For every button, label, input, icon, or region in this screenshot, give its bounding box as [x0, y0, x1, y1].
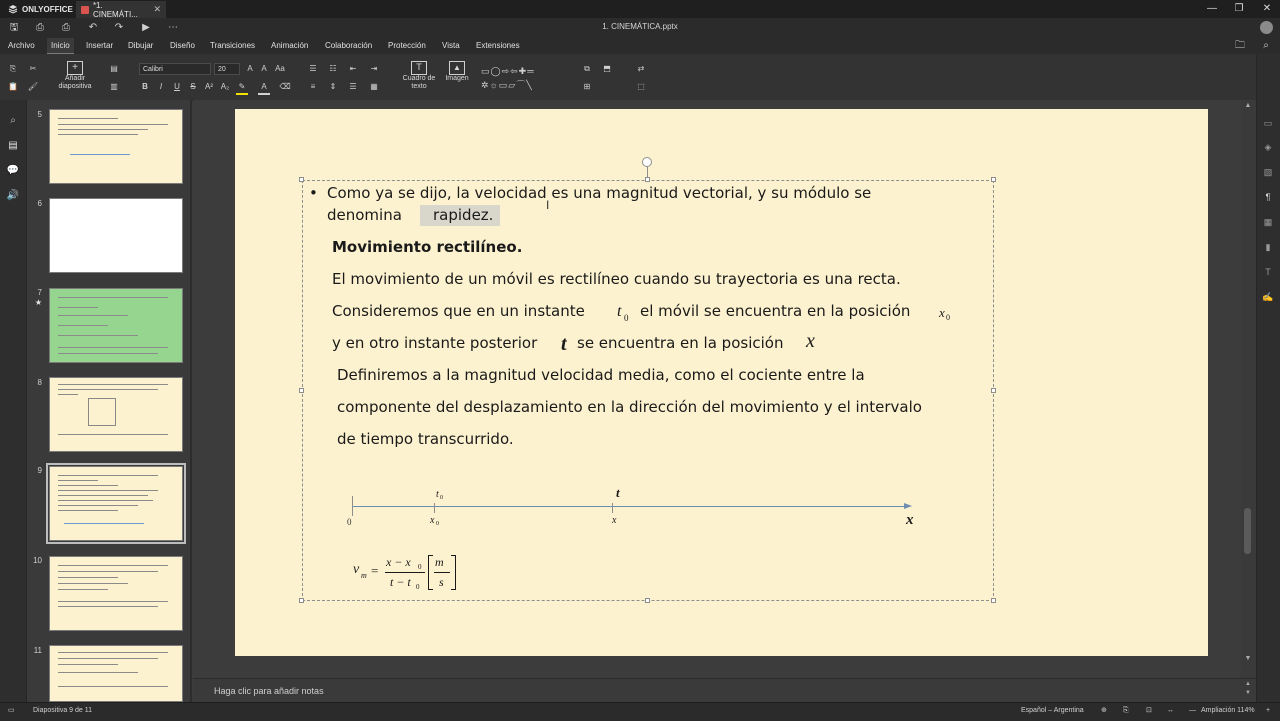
- slides-icon[interactable]: ▤: [8, 140, 18, 151]
- resize-handle[interactable]: [299, 388, 304, 393]
- scroll-up-icon[interactable]: ▲: [1244, 102, 1252, 109]
- paragraph-5: componente del desplazamiento en la dirección del movimiento y el intervalo: [337, 398, 922, 416]
- shape-settings-icon[interactable]: ◈: [1264, 142, 1272, 152]
- position-axis: [352, 506, 906, 507]
- app-name: ONLYOFFICE: [22, 4, 73, 14]
- language-select[interactable]: Español – Argentina: [1021, 707, 1084, 714]
- symbol-sub-0: 0: [946, 313, 950, 322]
- bullets-icon[interactable]: ☰: [309, 64, 317, 73]
- heading: Movimiento rectilíneo.: [332, 238, 523, 256]
- animation-star-icon: ★: [34, 298, 42, 307]
- paragraph-2b: el móvil se encuentra en la posición: [640, 302, 911, 320]
- fraction-line: [385, 572, 425, 573]
- axis-arrowhead: [904, 503, 912, 509]
- slide-line-1: Como ya se dijo, la velocidad es una magnitud vectorial, y su módulo se: [327, 184, 872, 202]
- document-tab[interactable]: [76, 1, 166, 18]
- onlyoffice-logo-icon: [8, 4, 18, 14]
- slide-number: 8: [37, 378, 42, 387]
- formula-sub-m: m: [361, 571, 367, 580]
- bold-icon[interactable]: B: [142, 82, 148, 91]
- text-box-label-2: texto: [411, 83, 427, 90]
- symbol-t: t: [561, 333, 567, 355]
- layout-icon[interactable]: ▤: [110, 64, 118, 73]
- symbol-t: t: [617, 303, 622, 320]
- text-art-settings-icon[interactable]: T: [1265, 267, 1271, 277]
- menu-transiciones[interactable]: Transiciones: [210, 41, 256, 50]
- left-bracket: [428, 555, 433, 590]
- strikethrough-icon[interactable]: S: [190, 82, 196, 91]
- zoom-out-icon[interactable]: —: [1189, 707, 1196, 714]
- spellcheck-icon[interactable]: ⊕: [1101, 707, 1107, 714]
- formula-v: v: [353, 562, 360, 577]
- decrease-indent-icon[interactable]: ⇤: [349, 64, 357, 73]
- slide-thumbnail-11[interactable]: [49, 645, 183, 702]
- axis-tick: [434, 503, 435, 513]
- signature-settings-icon[interactable]: ✍: [1262, 292, 1274, 302]
- fit-slide-icon[interactable]: ⊡: [1146, 707, 1152, 714]
- paragraph-1: El movimiento de un móvil es rectilíneo cuando su trayectoria es una recta.: [332, 270, 901, 288]
- unit-fraction-line: [434, 572, 450, 573]
- image-settings-icon[interactable]: ▧: [1263, 167, 1273, 177]
- slide-thumbnail-7[interactable]: [49, 288, 183, 363]
- chart-settings-icon[interactable]: ▮: [1265, 242, 1271, 252]
- font-size-select[interactable]: [214, 63, 240, 75]
- replace-icon[interactable]: ⇄: [637, 64, 645, 73]
- format-painter-icon[interactable]: 🖌: [27, 82, 39, 91]
- status-bar: [0, 702, 1280, 721]
- menu-inicio[interactable]: Inicio: [47, 38, 74, 54]
- fill-icon[interactable]: ⬒: [603, 64, 611, 73]
- superscript-icon[interactable]: A²: [205, 82, 213, 91]
- slide-line-2a: denomina: [327, 206, 402, 224]
- notes-scroll-icon[interactable]: ▲ ▼: [1245, 681, 1251, 696]
- right-bracket: [451, 555, 456, 590]
- menu-proteccion[interactable]: Protección: [388, 41, 426, 50]
- image-button[interactable]: [442, 61, 472, 97]
- thumbnail-image: [88, 398, 116, 426]
- highlight-icon[interactable]: ✎: [236, 81, 248, 95]
- axis-t0-label: t: [436, 489, 439, 500]
- add-slide-label-2: diapositiva: [58, 83, 92, 90]
- axis-tick: [612, 503, 613, 513]
- resize-handle[interactable]: [991, 388, 996, 393]
- slide-number: 6: [37, 199, 42, 208]
- redo-icon[interactable]: ↷: [114, 22, 124, 33]
- resize-handle[interactable]: [299, 598, 304, 603]
- paragraph-3a: y en otro instante posterior: [332, 334, 538, 352]
- axis-t-label: t: [616, 485, 620, 500]
- select-all-icon[interactable]: ⬚: [637, 82, 645, 91]
- line-spacing-icon[interactable]: ☰: [349, 82, 357, 91]
- slide-number: 5: [37, 110, 42, 119]
- slide-line-2b: rapidez.: [433, 206, 494, 224]
- user-avatar[interactable]: [1260, 21, 1273, 34]
- paragraph-6: de tiempo transcurrido.: [337, 430, 514, 448]
- paste-icon[interactable]: 📋: [8, 82, 18, 91]
- add-slide-icon: +: [67, 61, 83, 75]
- slide-thumbnail-10[interactable]: [49, 556, 183, 631]
- slide-thumbnail-8[interactable]: [49, 377, 183, 452]
- underline-icon[interactable]: U: [174, 82, 180, 91]
- search-icon[interactable]: ⌕: [1263, 40, 1269, 51]
- title-bar: [0, 0, 1280, 18]
- paragraph-4: Definiremos a la magnitud velocidad media, como el cociente entre la: [337, 366, 865, 384]
- axis-x-label: x: [612, 515, 617, 526]
- increase-indent-icon[interactable]: ⇥: [370, 64, 378, 73]
- text-box-button[interactable]: [400, 61, 438, 97]
- align-icon[interactable]: ≡: [310, 82, 316, 91]
- formula-equals: =: [371, 563, 379, 578]
- menu-dibujar[interactable]: Dibujar: [128, 41, 154, 50]
- slide-thumbnail-5[interactable]: [49, 109, 183, 184]
- slide-settings-icon[interactable]: ▭: [1263, 118, 1273, 128]
- comments-icon[interactable]: 💬: [6, 165, 20, 176]
- paragraph-2a: Consideremos que en un instante: [332, 302, 585, 320]
- axis-t0-sub: 0: [440, 495, 443, 501]
- save-icon[interactable]: 🖫: [9, 22, 19, 33]
- axis-x0-sub: 0: [436, 521, 439, 527]
- slide-thumbnail-6[interactable]: [49, 198, 183, 273]
- resize-handle[interactable]: [299, 177, 304, 182]
- close-tab-icon[interactable]: ✕: [153, 4, 161, 14]
- add-slide-button[interactable]: [55, 61, 95, 97]
- image-icon: ▲: [449, 61, 465, 75]
- formula-den-sub: 0: [416, 583, 420, 591]
- file-name: 1. CINEMÁTICA.pptx: [602, 22, 678, 31]
- presentation-icon: [81, 6, 89, 14]
- slide-thumbnail-9[interactable]: [49, 466, 183, 541]
- arrange-icon[interactable]: ⧉: [584, 64, 590, 73]
- resize-handle[interactable]: [645, 177, 650, 182]
- print-icon[interactable]: ⎙: [36, 22, 44, 33]
- slide-number: 9: [37, 466, 42, 475]
- text-language-icon[interactable]: ⎘: [1123, 707, 1129, 714]
- formula-numerator: x − x: [386, 555, 411, 569]
- scroll-thumb[interactable]: [1244, 508, 1251, 554]
- cut-icon[interactable]: ✂: [29, 64, 37, 73]
- font-color-icon[interactable]: A: [258, 81, 270, 95]
- align-shapes-icon[interactable]: ⊞: [583, 82, 591, 91]
- text-cursor-icon: I: [546, 198, 550, 212]
- resize-handle[interactable]: [991, 177, 996, 182]
- symbol-sub-0: 0: [624, 313, 629, 323]
- start-slideshow-icon[interactable]: ▶: [142, 22, 150, 33]
- reset-slide-icon[interactable]: ▥: [110, 82, 118, 91]
- bullet: •: [309, 184, 318, 202]
- formula-num-sub: 0: [418, 563, 422, 571]
- search-icon[interactable]: ⌕: [10, 115, 16, 126]
- quick-print-icon[interactable]: ⎙: [62, 22, 70, 33]
- menu-insertar[interactable]: Insertar: [86, 41, 114, 50]
- preview-icon[interactable]: ▭: [8, 707, 15, 714]
- copy-icon[interactable]: ⎘: [9, 64, 17, 73]
- axis-tick: [352, 496, 353, 516]
- menu-colaboracion[interactable]: Colaboración: [325, 41, 373, 50]
- columns-icon[interactable]: ▦: [370, 82, 378, 91]
- symbol-x: x: [806, 330, 815, 352]
- slide-number: 7: [37, 288, 42, 297]
- italic-icon[interactable]: I: [159, 82, 163, 91]
- feedback-icon[interactable]: 🔊: [6, 190, 20, 201]
- increase-font-icon[interactable]: A: [247, 64, 253, 73]
- app-logo: [0, 0, 81, 18]
- paragraph-settings-icon[interactable]: ¶: [1265, 192, 1271, 202]
- axis-x-end-label: x: [906, 512, 914, 528]
- open-file-location-icon[interactable]: 🗀: [1235, 40, 1245, 51]
- change-case-icon[interactable]: Aa: [275, 64, 285, 73]
- paragraph-3b: se encuentra en la posición: [577, 334, 784, 352]
- undo-icon[interactable]: ↶: [88, 22, 98, 33]
- text-box-label: Cuadro de: [402, 75, 436, 82]
- zoom-level: Ampliación 114%: [1201, 707, 1255, 714]
- slide-number: 11: [33, 646, 42, 655]
- menu-extensiones[interactable]: Extensiones: [476, 41, 520, 50]
- ribbon-home: [0, 54, 1280, 101]
- subscript-icon[interactable]: A₂: [220, 82, 230, 91]
- formula-denominator: t − t: [390, 575, 411, 589]
- notes-placeholder: Haga clic para añadir notas: [214, 686, 324, 696]
- close-window-icon[interactable]: ✕: [1262, 3, 1272, 14]
- vertical-scrollbar[interactable]: [1241, 100, 1256, 678]
- clear-style-icon[interactable]: ⌫: [279, 82, 291, 91]
- symbol-x: x: [939, 305, 945, 320]
- vertical-align-icon[interactable]: ⇕: [329, 82, 337, 91]
- restore-icon[interactable]: ❐: [1234, 3, 1244, 14]
- table-settings-icon[interactable]: ▦: [1263, 217, 1273, 227]
- menu-diseno[interactable]: Diseño: [170, 41, 195, 50]
- menu-animacion[interactable]: Animación: [271, 41, 309, 50]
- notes-area[interactable]: [193, 678, 1256, 703]
- minimize-icon[interactable]: —: [1207, 3, 1217, 14]
- slide-number: 10: [33, 556, 42, 565]
- document-tab-label: *1. CINEMÁTI...: [92, 0, 138, 19]
- fit-width-icon[interactable]: ↔: [1167, 707, 1174, 714]
- add-slide-label: Añadir: [64, 75, 86, 82]
- font-name-select[interactable]: [139, 63, 211, 75]
- resize-handle[interactable]: [991, 598, 996, 603]
- menu-archivo[interactable]: Archivo: [8, 41, 35, 50]
- shapes-gallery[interactable]: ▭◯⇨⇦✚═ ✲☼▭▱⌒╲: [481, 66, 535, 90]
- unit-numerator: m: [435, 555, 444, 569]
- scroll-down-icon[interactable]: ▼: [1244, 655, 1252, 662]
- unit-denominator: s: [439, 575, 444, 589]
- text-box-icon: T: [411, 61, 427, 75]
- slide-counter: Diapositiva 9 de 11: [33, 707, 93, 714]
- image-label: Imagen: [445, 75, 469, 82]
- menu-vista[interactable]: Vista: [442, 41, 460, 50]
- zoom-in-icon[interactable]: +: [1266, 707, 1271, 714]
- numbering-icon[interactable]: ☷: [329, 64, 337, 73]
- font-size-value: 20: [218, 66, 226, 73]
- rotate-handle[interactable]: [642, 157, 652, 167]
- resize-handle[interactable]: [645, 598, 650, 603]
- axis-x0-label: x: [430, 515, 435, 526]
- font-name-value: Calibri: [143, 66, 163, 73]
- axis-origin-label: 0: [347, 517, 352, 527]
- decrease-font-icon[interactable]: A: [261, 64, 267, 73]
- thumbnail-splitter[interactable]: [190, 100, 192, 702]
- more-icon[interactable]: ⋯: [168, 22, 178, 33]
